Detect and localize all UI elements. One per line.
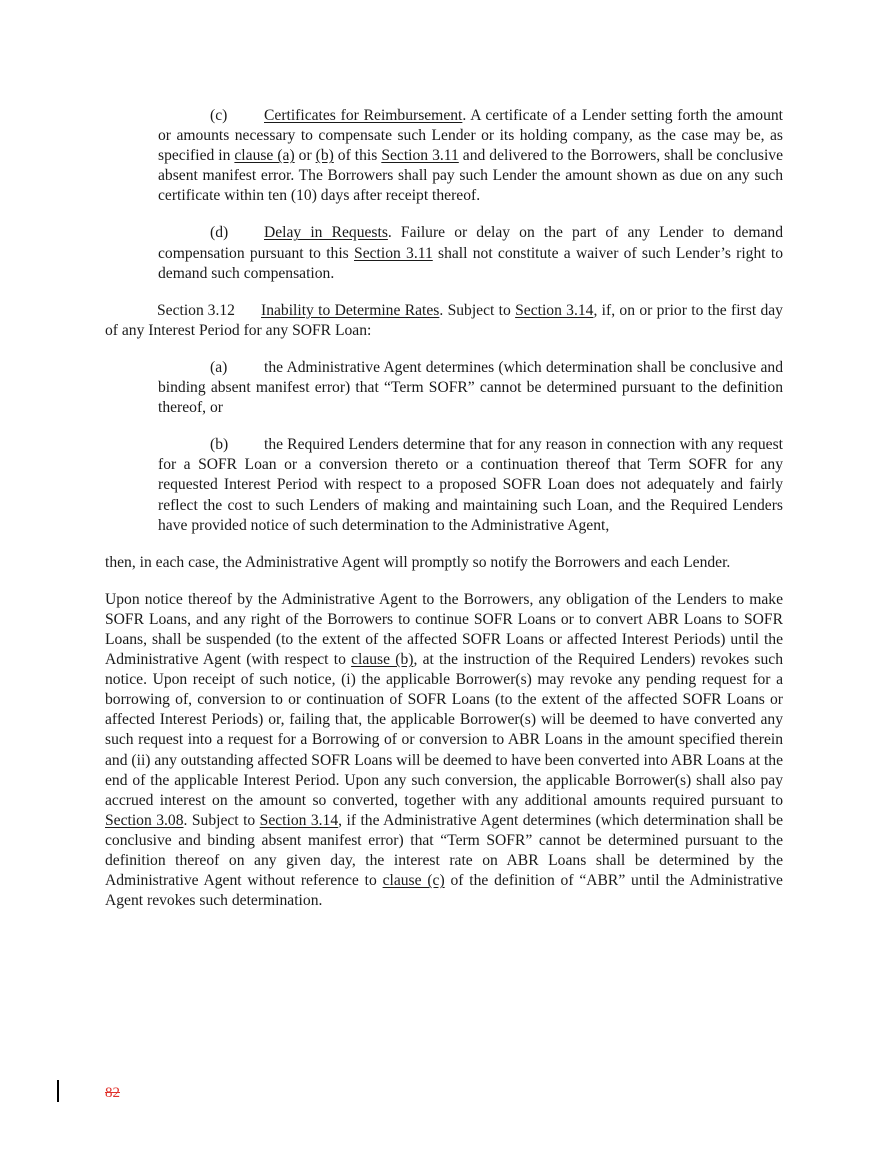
section-label: Section 3.12 — [157, 301, 235, 319]
section-text: . Subject to — [439, 301, 516, 319]
paragraph-text: then, in each case, the Administrative Agent will promptly so notify the Borrowers and each Lender. — [105, 553, 731, 571]
clause-text: . A certificate of a Lender setting forth the amount or amounts necessary to compensate such Lender or its holding company, as the case may be, as specified in — [158, 107, 783, 165]
item-text: the Required Lenders determine that for any reason in connection with any request for a SOFR Loan or a conversion thereto or a continuation thereof that Term SOFR for any requested Interest Period with respect to a proposed SOFR Loan does not adequately and fairly reflect the cost to such Lenders of making and maintaining such Loan, and the Required Lenders have provided notice of such determination to the Administrative Agent, — [158, 436, 783, 534]
clause-text: and delivered to the Borrowers, shall be conclusive absent manifest error. The Borrowers shall pay such Lender the amount shown as due on any such certificate within ten (10) days after receipt thereof. — [158, 147, 783, 205]
clause-label: (c) — [210, 107, 228, 124]
section-3-12 — [105, 301, 783, 341]
paragraph-text: . Subject to — [183, 811, 260, 829]
paragraph-text: , at the instruction of the Required Lenders) revokes such notice. Upon receipt of such notice, (i) the applicable Borrower(s) may revoke any pending request for a borrowing of, conversion to or continuation of SOFR Loans (to the extent of the affected SOFR Loans or affected Interest Periods) or, failing that, the applicable Borrower(s) will be deemed to have converted any such request into a request for a Borrowing of or conversion to ABR Loans in the amount specified therein and (ii) any outstanding affected SOFR Loans will be deemed to have been converted into ABR Loans at the end of the applicable Interest Period. Upon any such conversion, the applicable Borrower(s) shall also pay accrued interest on the amount so converted, together with any additional amounts required pursuant to — [105, 651, 783, 809]
cross-reference: clause (a) — [234, 147, 295, 165]
cross-reference: Section 3.11 — [381, 147, 459, 165]
item-text: the Administrative Agent determines (which determination shall be conclusive and binding absent manifest error) that “Term SOFR” cannot be determined pursuant to the definition thereof, or — [158, 358, 783, 417]
cross-reference: (b) — [315, 147, 334, 165]
clause-heading: Certificates for Reimbursement — [264, 107, 463, 124]
paragraph-c — [158, 106, 783, 206]
cross-reference: clause (c) — [382, 872, 445, 890]
item-label: (a) — [210, 358, 228, 376]
cross-reference: clause (b) — [351, 651, 414, 669]
change-bar — [57, 1080, 59, 1102]
cross-reference: Section 3.08 — [105, 811, 184, 829]
notice-paragraph — [105, 590, 783, 912]
paragraph-text: Upon notice thereof by the Administrative Agent to the Borrowers, any obligation of the Lenders to make SOFR Loans, and any right of the Borrowers to continue SOFR Loans or to convert ABR Loans to SOFR Loans, shall be suspended (to the extent of the affected SOFR Loans or affected Interest Periods) until the Administrative Agent (with respect to — [105, 590, 783, 669]
section-heading: Inability to Determine Rates — [261, 301, 440, 319]
clause-heading: Delay in Requests — [264, 224, 388, 242]
then-paragraph — [105, 553, 783, 573]
page-number: 82 — [105, 1085, 120, 1101]
clause-text: . Failure or delay on the part of any Lender to demand compensation pursuant to this — [158, 224, 784, 262]
section-text: , if, on or prior to the first day of any Interest Period for any SOFR Loan: — [105, 301, 783, 339]
document-page — [105, 106, 783, 911]
clause-text: of this — [333, 147, 382, 165]
clause-label: (d) — [210, 224, 229, 242]
cross-reference: Section 3.14 — [515, 301, 594, 319]
cross-reference: Section 3.14 — [259, 811, 339, 829]
paragraph-text: of the definition of “ABR” until the Administrative Agent revokes such determination. — [105, 872, 783, 910]
paragraph-d — [158, 223, 783, 283]
paragraph-text: , if the Administrative Agent determines (which determination shall be conclusive and binding absent manifest error) that “Term SOFR” cannot be determined pursuant to the definition thereof on any given day, the interest rate on ABR Loans shall be determined by the Administrative Agent without reference to — [105, 811, 784, 890]
clause-text: shall not constitute a waiver of such Lender’s right to demand such compensation. — [158, 244, 783, 282]
cross-reference: Section 3.11 — [354, 244, 433, 262]
item-label: (b) — [210, 436, 229, 454]
clause-text: or — [294, 147, 316, 165]
item-b — [158, 435, 783, 535]
item-a — [158, 358, 783, 418]
